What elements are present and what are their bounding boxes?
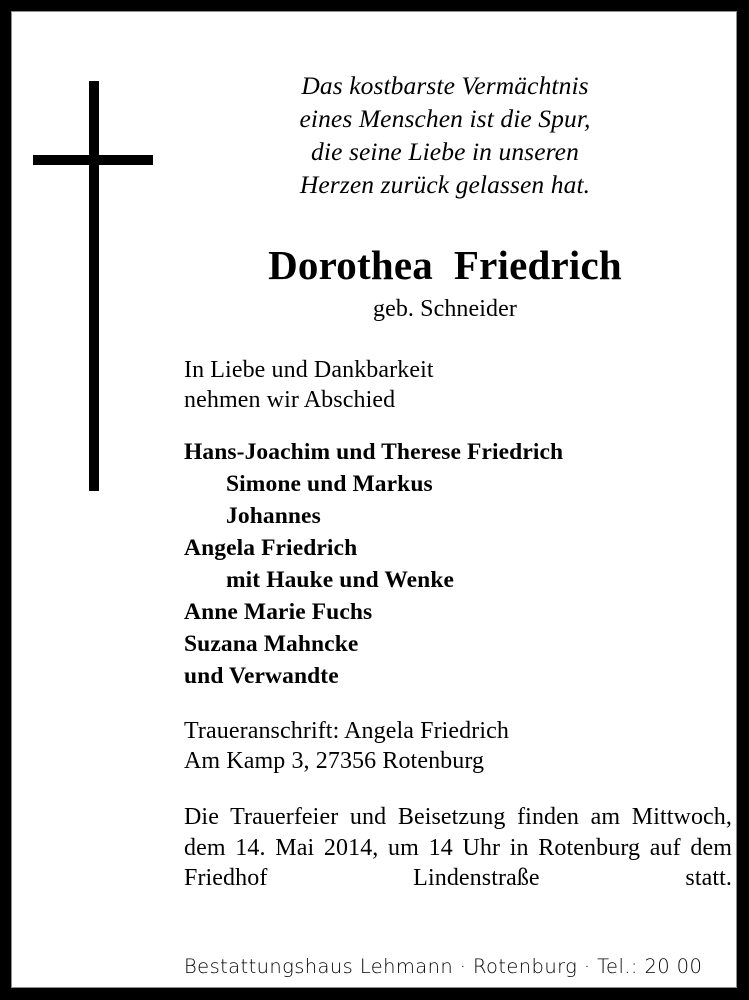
farewell-text xyxy=(184,323,720,415)
mourners-list xyxy=(184,415,720,692)
cross-vertical-bar xyxy=(89,81,99,491)
notice-body xyxy=(162,323,737,979)
mourning-address-line-2: Am Kamp 3, 27356 Rotenburg xyxy=(184,748,485,774)
epigraph xyxy=(162,12,737,201)
deceased-maiden-name: geb. Schneider xyxy=(372,296,518,322)
mourner-line: Hans-Joachim und Therese Friedrich xyxy=(184,439,564,465)
mourner-line: Simone und Markus xyxy=(226,471,433,497)
mourner-line: Angela Friedrich xyxy=(184,535,358,561)
epigraph-line-1: Das kostbarste Vermächtnis xyxy=(301,71,589,100)
deceased-name-block xyxy=(162,201,737,323)
farewell-line-2: nehmen wir Abschied xyxy=(184,387,396,413)
mourning-address xyxy=(184,692,720,776)
mourner-line: Suzana Mahncke xyxy=(184,631,359,657)
funeral-home-credit: Bestattungshaus Lehmann · Rotenburg · Tel.: 20 00 xyxy=(184,955,703,978)
mourner-line: mit Hauke und Wenke xyxy=(226,567,455,593)
epigraph-line-4: Herzen zurück gelassen hat. xyxy=(299,170,591,199)
epigraph-line-2: eines Menschen ist die Spur, xyxy=(299,104,591,133)
deceased-name: Dorothea Friedrich xyxy=(268,242,622,288)
ceremony-details: Die Trauerfeier und Beisetzung finden am Mittwoch, dem 14. Mai 2014, um 14 Uhr in Rotenburg auf dem Friedhof Lindenstraße statt. xyxy=(184,804,732,891)
mourner-line: Johannes xyxy=(226,503,321,529)
cross-horizontal-bar xyxy=(33,155,153,165)
farewell-line-1: In Liebe und Dankbarkeit xyxy=(184,357,434,383)
mourning-address-line-1: Traueranschrift: Angela Friedrich xyxy=(184,718,509,744)
notice-inner-frame xyxy=(11,11,737,988)
epigraph-line-3: die seine Liebe in unseren xyxy=(311,137,579,166)
notice-content xyxy=(162,12,737,987)
mourner-line: und Verwandte xyxy=(184,663,339,689)
mourner-line: Anne Marie Fuchs xyxy=(184,599,373,625)
